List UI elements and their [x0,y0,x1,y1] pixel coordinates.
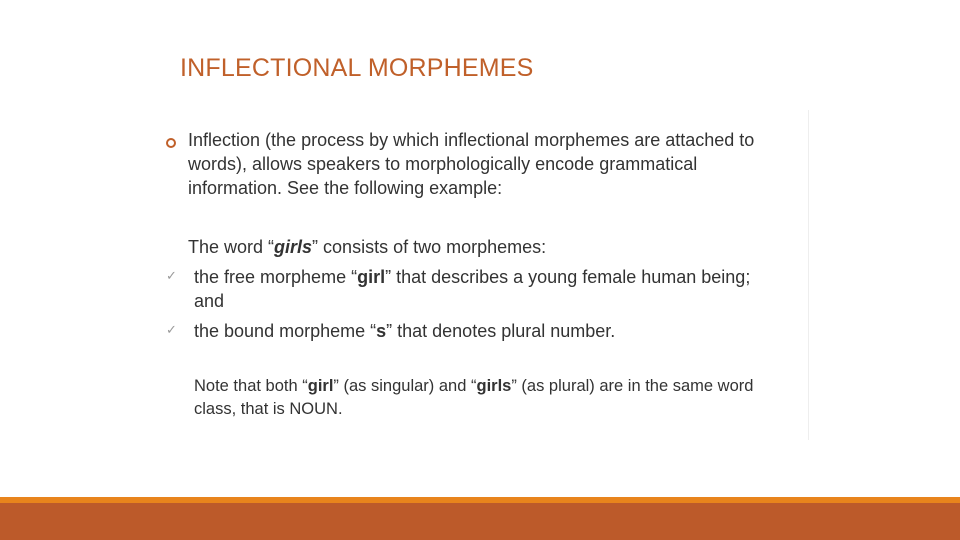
item-term: s [376,321,387,341]
note-term: girls [476,377,512,395]
checkmark-icon: ✓ [166,322,177,337]
note-paragraph [194,375,784,421]
slide-title: INFLECTIONAL MORPHEMES [180,54,534,82]
note-text: Note that both “ [194,377,308,395]
note-term: girl [307,377,334,395]
list-item [194,319,784,343]
item-prefix: the free morpheme “ [194,267,358,287]
note-text: ” (as plural) are in the same word class, that is NOUN. [194,377,754,418]
item-prefix: the bound morpheme “ [194,321,377,341]
word-line-prefix: The word “ [188,237,275,257]
item-suffix: ” that describes a young female human being; and [194,267,751,311]
content-image [160,110,809,440]
word-line-word: girls [274,237,313,257]
list-item [194,265,784,313]
circle-bullet-icon [166,138,176,148]
item-suffix: ” that denotes plural number. [386,321,616,341]
checkmark-icon: ✓ [166,268,177,283]
item-term: girl [357,267,386,287]
note-text: ” (as singular) and “ [333,377,477,395]
intro-paragraph: Inflection (the process by which inflectional morphemes are attached to words), allows speakers to morphologically encode grammatical information. See the following example: [188,130,755,198]
word-line [188,235,788,259]
word-line-suffix: ” consists of two morphemes: [312,237,547,257]
footer-bar [0,503,960,540]
